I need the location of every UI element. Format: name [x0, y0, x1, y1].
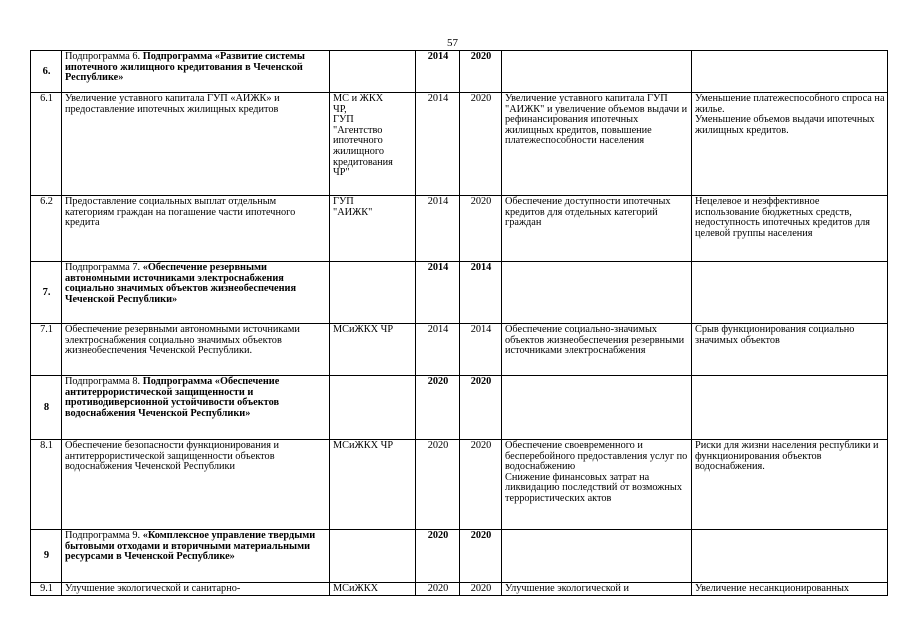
end-year: 2020	[460, 583, 502, 596]
risk-cell: Увеличение несанкционированных	[692, 583, 888, 596]
row-number: 6.1	[31, 93, 62, 196]
executor-cell	[330, 530, 416, 583]
executor-cell	[330, 376, 416, 440]
activity-name: Предоставление социальных выплат отдельным категориям граждан на погашение части ипотечного кредита	[62, 196, 330, 262]
table-row-subprogram-9	[31, 530, 888, 583]
start-year: 2014	[416, 93, 460, 196]
subprogram-prefix: Подпрограмма 8.	[65, 376, 143, 387]
executor-cell	[330, 51, 416, 93]
row-number: 8.1	[31, 440, 62, 530]
executor-cell	[330, 262, 416, 324]
activity-name: Обеспечение безопасности функционирования и антитеррористической защищенности объектов водоснабжения Чеченской Республики	[62, 440, 330, 530]
row-number: 9.1	[31, 583, 62, 596]
result-cell: Обеспечение своевременного и бесперебойного предоставления услуг по водоснабжению Снижение финансовых затрат на ликвидацию последствий от возможных террористических актов	[502, 440, 692, 530]
end-year: 2020	[460, 93, 502, 196]
executor-cell: МСиЖКХ	[330, 583, 416, 596]
row-number: 8	[31, 376, 62, 440]
end-year: 2020	[460, 196, 502, 262]
risk-cell	[692, 376, 888, 440]
program-table	[30, 50, 888, 596]
activity-name: Обеспечение резервными автономными источниками электроснабжения социально значимых объектов жизнеобеспечения Чеченской Республики.	[62, 324, 330, 376]
table-row-subprogram-6	[31, 51, 888, 93]
table-row-9-1	[31, 583, 888, 596]
subprogram-name: Подпрограмма «Развитие системы ипотечного жилищного кредитования в Чеченской Республике»	[65, 51, 305, 84]
table-row-6-2	[31, 196, 888, 262]
risk-cell: Нецелевое и неэффективное использование бюджетных средств, недоступность ипотечных кредитов для целевой группы населения	[692, 196, 888, 262]
executor-cell: МСиЖКХ ЧР	[330, 440, 416, 530]
result-cell: Обеспечение доступности ипотечных кредитов для отдельных категорий граждан	[502, 196, 692, 262]
risk-cell	[692, 530, 888, 583]
row-number: 7.1	[31, 324, 62, 376]
result-cell	[502, 376, 692, 440]
end-year: 2020	[460, 51, 502, 93]
subprogram-name: «Комплексное управление твердыми бытовыми отходами и вторичными материальными ресурсами в Чеченской Республике»	[65, 530, 316, 563]
start-year: 2020	[416, 376, 460, 440]
executor-cell: ГУП "АИЖК"	[330, 196, 416, 262]
activity-name: Улучшение экологической и санитарно-	[62, 583, 330, 596]
result-cell	[502, 530, 692, 583]
table-row-7-1	[31, 324, 888, 376]
executor-cell: МСиЖКХ ЧР	[330, 324, 416, 376]
start-year: 2020	[416, 440, 460, 530]
table-row-subprogram-8	[31, 376, 888, 440]
row-number: 6.	[31, 51, 62, 93]
row-number: 6.2	[31, 196, 62, 262]
activity-name: Увеличение уставного капитала ГУП «АИЖК» и предоставление ипотечных жилищных кредитов	[62, 93, 330, 196]
start-year: 2014	[416, 196, 460, 262]
page-number: 57	[447, 37, 458, 49]
risk-cell: Риски для жизни населения республики и функционирования объектов водоснабжения.	[692, 440, 888, 530]
row-number: 9	[31, 530, 62, 583]
start-year: 2020	[416, 583, 460, 596]
subprogram-prefix: Подпрограмма 6.	[65, 51, 143, 62]
table-row-8-1	[31, 440, 888, 530]
result-cell: Увеличение уставного капитала ГУП "АИЖК" и увеличение объемов выдачи и рефинансирования ипотечных жилищных кредитов, повышение платежеспособности населения	[502, 93, 692, 196]
start-year: 2014	[416, 324, 460, 376]
end-year: 2014	[460, 324, 502, 376]
end-year: 2020	[460, 376, 502, 440]
subprogram-title	[62, 376, 330, 440]
result-cell: Улучшение экологической и	[502, 583, 692, 596]
subprogram-title	[62, 530, 330, 583]
risk-cell: Уменьшение платежеспособного спроса на жилье. Уменьшение объемов выдачи ипотечных жилищных кредитов.	[692, 93, 888, 196]
subprogram-name: Подпрограмма «Обеспечение антитеррористической защищенности и противодиверсионной устойчивости объектов водоснабжения Чеченской Республики»	[65, 376, 280, 419]
risk-cell	[692, 51, 888, 93]
result-cell: Обеспечение социально-значимых объектов жизнеобеспечения резервными источниками электроснабжения	[502, 324, 692, 376]
start-year: 2020	[416, 530, 460, 583]
subprogram-prefix: Подпрограмма 7.	[65, 262, 143, 273]
subprogram-prefix: Подпрограмма 9.	[65, 530, 143, 541]
start-year: 2014	[416, 262, 460, 324]
subprogram-title	[62, 51, 330, 93]
result-cell	[502, 51, 692, 93]
risk-cell	[692, 262, 888, 324]
table-row-subprogram-7	[31, 262, 888, 324]
end-year: 2014	[460, 262, 502, 324]
subprogram-title	[62, 262, 330, 324]
end-year: 2020	[460, 530, 502, 583]
executor-cell: МС и ЖКХ ЧР, ГУП "Агентство ипотечного жилищного кредитования ЧР"	[330, 93, 416, 196]
risk-cell: Срыв функционирования социально значимых объектов	[692, 324, 888, 376]
row-number: 7.	[31, 262, 62, 324]
table-row-6-1	[31, 93, 888, 196]
subprogram-name: «Обеспечение резервными автономными источниками электроснабжения социально значимых объектов жизнеобеспечения Чеченской Республики»	[65, 262, 297, 305]
result-cell	[502, 262, 692, 324]
end-year: 2020	[460, 440, 502, 530]
start-year: 2014	[416, 51, 460, 93]
